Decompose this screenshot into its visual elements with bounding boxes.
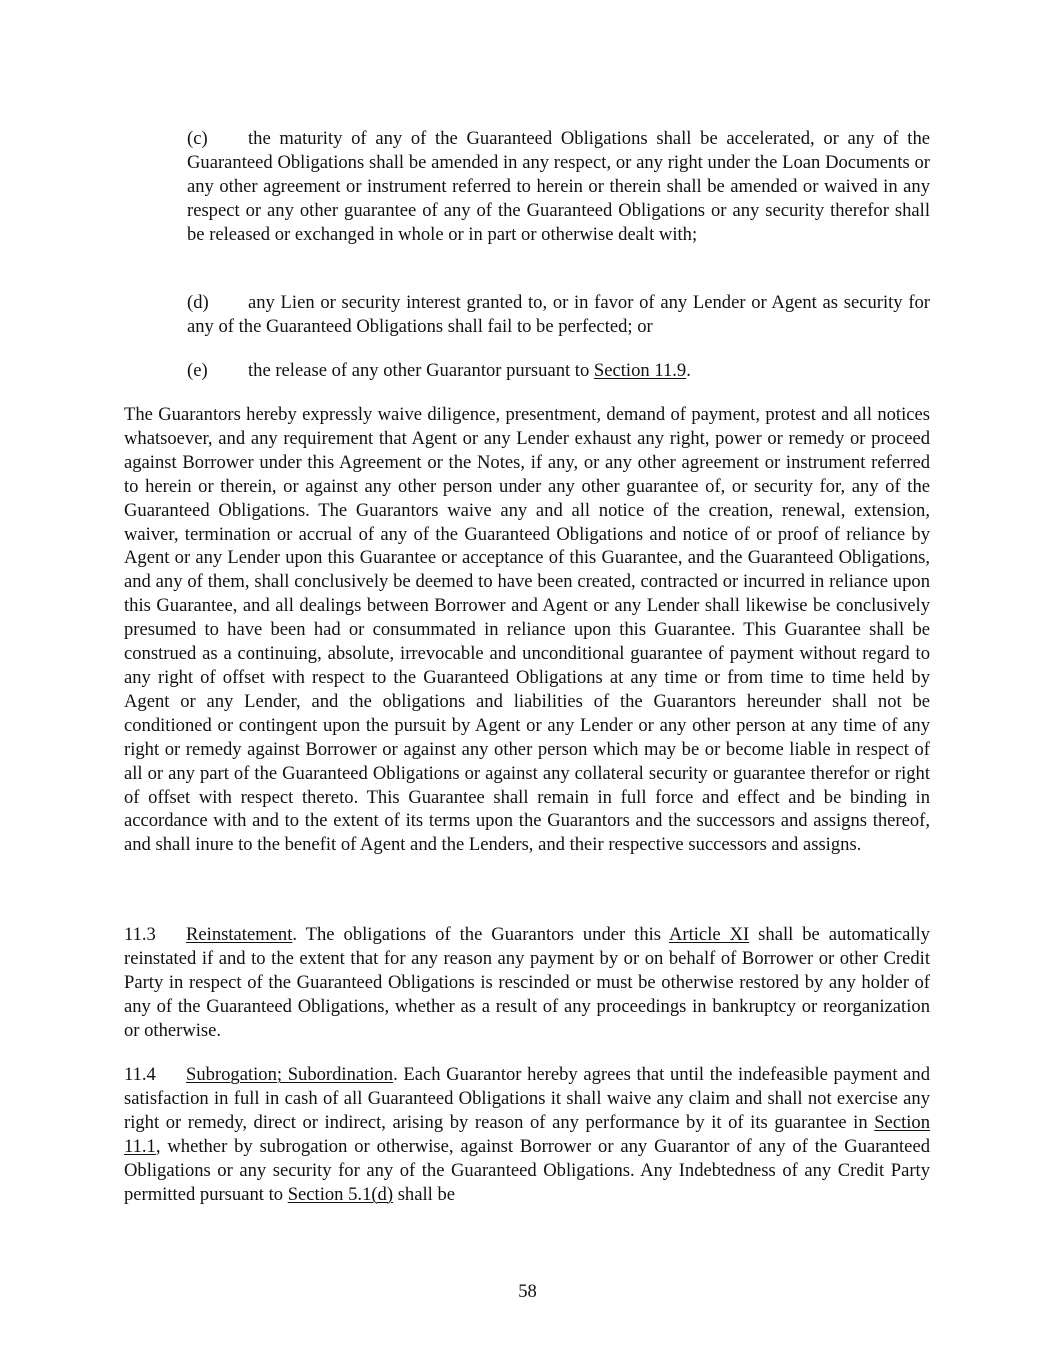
section-11-4-heading: Subrogation; Subordination: [186, 1064, 394, 1085]
section-11-1-link[interactable]: Section 11.1: [124, 1111, 930, 1157]
section-5-1-d-link[interactable]: Section 5.1(d): [287, 1183, 394, 1205]
article-xi-link[interactable]: Article XI: [668, 924, 750, 945]
clause-d: [187, 291, 930, 339]
clause-e-text: the release of any other Guarantor pursuant to: [248, 360, 594, 381]
clause-e: [187, 359, 930, 383]
section-11-3-text: . The obligations of the Guarantors under this: [292, 924, 669, 945]
clause-e-label: (e): [187, 360, 208, 381]
clause-d-text: any Lien or security interest granted to, or in favor of any Lender or Agent as security for any of the Guaranteed Obligations shall fail to be perfected; or: [187, 292, 930, 337]
section-11-4-text-end: shall be: [393, 1183, 456, 1205]
page-number: 58: [518, 1281, 537, 1302]
section-11-3-heading: Reinstatement: [186, 924, 293, 945]
clause-c: [187, 127, 930, 247]
section-11-4-text: . Each Guarantor hereby agrees that until the indefeasible payment and satisfaction in full in cash of all Guaranteed Obligations it shall waive any claim and shall not exercise any right or remedy, direct or indirect, arising by reason of any performance by it of its guarantee in: [124, 1064, 930, 1133]
section-11-4-text-mid: , whether by subrogation or otherwise, against Borrower or any Guarantor of any of the Guaranteed Obligations or any security for any of the Guaranteed Obligations. Any Indebtedness of any Credit Party permitted pursuant to: [124, 1135, 930, 1205]
clause-c-label: (c): [187, 128, 208, 149]
clause-e-end: .: [686, 360, 691, 381]
section-11-3: [124, 923, 930, 1043]
clause-c-text: the maturity of any of the Guaranteed Obligations shall be accelerated, or any of the Guaranteed Obligations shall be amended in any respect, or any right under the Loan Documents or any other agreement or instrument referred to herein or therein shall be amended or waived in any respect or any other guarantee of any of the Guaranteed Obligations or any security therefor shall be released or exchanged in whole or in part or otherwise dealt with;: [187, 128, 930, 245]
section-11-9-link[interactable]: Section 11.9: [593, 360, 687, 381]
section-11-4-number: 11.4: [124, 1064, 156, 1085]
waiver-paragraph: The Guarantors hereby expressly waive diligence, presentment, demand of payment, protest and all notices whatsoever, and any requirement that Agent or any Lender exhaust any right, power or remedy or proceed against Borrower under this Agreement or the Notes, if any, or any other agreement or instrument referred to herein or therein, or against any other person under any other guarantee of, or security for, any of the Guaranteed Obligations. The Guarantors waive any and all notice of the creation, renewal, extension, waiver, termination or accrual of any of the Guaranteed Obligations and notice of or proof of reliance by Agent or any Lender upon this Guarantee or acceptance of this Guarantee, and the Guaranteed Obligations, and any of them, shall conclusively be deemed to have been created, contracted or incurred in reliance upon this Guarantee, and all dealings between Borrower and Agent or any Lender shall likewise be conclusively presumed to have been had or consummated in reliance upon this Guarantee. This Guarantee shall be construed as a continuing, absolute, irrevocable and unconditional guarantee of payment without regard to any right of offset with respect to the Guaranteed Obligations at any time or from time to time held by Agent or any Lender, and the obligations and liabilities of the Guarantors hereunder shall not be conditioned or contingent upon the pursuit by Agent or any Lender or any other person at any time of any right or remedy against Borrower or against any other person which may be or become liable in respect of all or any part of the Guaranteed Obligations or against any collateral security or guarantee therefor or right of offset with respect thereto. This Guarantee shall remain in full force and effect and be binding in accordance with and to the extent of its terms upon the Guarantors and the successors and assigns thereof, and shall inure to the benefit of Agent and the Lenders, and their respective successors and assigns.: [124, 404, 930, 856]
section-11-4: [124, 1063, 930, 1206]
section-11-3-text-rest: shall be automatically reinstated if and to the extent that for any reason any payment by or on behalf of Borrower or other Credit Party in respect of the Guaranteed Obligations is rescinded or must be otherwise restored by any holder of any of the Guaranteed Obligations, whether as a result of any proceedings in bankruptcy or reorganization or otherwise.: [124, 924, 930, 1041]
section-11-3-number: 11.3: [124, 924, 156, 945]
clause-d-label: (d): [187, 292, 209, 313]
